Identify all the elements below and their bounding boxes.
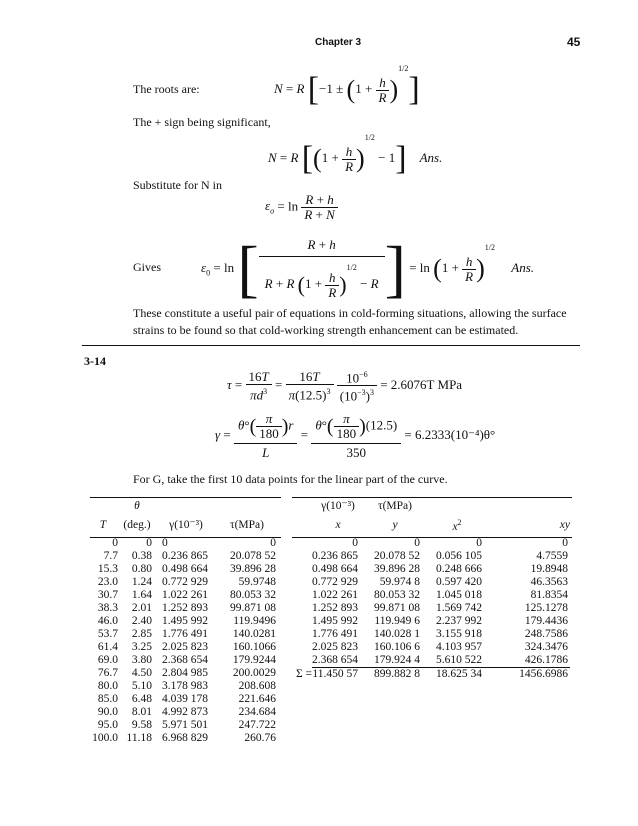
right-cell: 1.045 018 — [436, 589, 482, 601]
right-cell: 0 — [414, 537, 420, 549]
right-cell: 125.1278 — [524, 602, 568, 614]
left-cell: 53.7 — [97, 628, 118, 640]
left-table-row — [88, 667, 278, 680]
left-cell: 20.078 52 — [230, 550, 276, 562]
left-cell: 221.646 — [238, 693, 276, 705]
right-cell: 2.368 654 — [312, 654, 358, 666]
equation-tau: τ = $\frac{16T}{\pi d^3}$ = $\frac{16T}{\pi(12.5)^3}$ $\frac{10^{-6}}{(10^{-3})^3}$ = 2.6076T MPa — [227, 368, 463, 404]
left-cell: 260.76 — [244, 732, 276, 744]
right-cell: 20.078 52 — [374, 550, 420, 562]
ans-label-2: Ans. — [511, 259, 535, 275]
left-cell: 100.0 — [92, 732, 118, 744]
right-cell: 39.896 28 — [374, 563, 420, 575]
conclusion-line-2: strains to be found so that cold-working strength enhancement can be estimated. — [133, 323, 519, 337]
left-data-table — [88, 500, 278, 745]
left-table-row — [88, 576, 278, 589]
left-table-row — [88, 615, 278, 628]
left-cell: 179.9244 — [232, 654, 276, 666]
sum-cell: 1456.6986 — [488, 668, 570, 682]
right-table-row — [292, 602, 570, 615]
left-cell: 4.992 873 — [162, 706, 208, 718]
left-cell: 9.58 — [131, 719, 152, 731]
left-cell: 247.722 — [238, 719, 276, 731]
right-cell: 0 — [352, 537, 358, 549]
right-cell: 119.949 6 — [374, 615, 420, 627]
right-data-table — [292, 500, 570, 681]
left-h-tau: τ(MPa) — [229, 518, 264, 531]
left-cell: 1.776 491 — [162, 628, 208, 640]
equation-epsilon: $\varepsilon_o = \ln$ $\frac{R + h}{R + N}$ — [265, 193, 338, 222]
left-cell: 200.0029 — [232, 667, 276, 679]
substitute-text: Substitute for N in — [133, 178, 222, 192]
for-g-text: For G, take the first 10 data points for the linear part of the curve. — [133, 472, 448, 486]
left-cell: 2.804 985 — [162, 667, 208, 679]
left-cell: 69.0 — [97, 654, 118, 666]
right-cell: 1.252 893 — [312, 602, 358, 614]
left-header-top — [88, 500, 278, 513]
left-cell: 5.971 501 — [162, 719, 208, 731]
right-h-y: y — [392, 518, 398, 531]
right-cell: 0 — [476, 537, 482, 549]
left-cell: 1.24 — [131, 576, 152, 588]
left-cell: 2.025 823 — [162, 641, 208, 653]
left-h-deg: (deg.) — [123, 518, 151, 531]
right-h-x2: $x^2$ — [452, 518, 462, 533]
right-cell: 2.237 992 — [436, 615, 482, 627]
right-table-row — [292, 576, 570, 589]
left-table-row — [88, 693, 278, 706]
right-table-row — [292, 615, 570, 628]
left-cell: 2.01 — [131, 602, 152, 614]
left-h-gamma: γ(10⁻³) — [169, 518, 203, 531]
left-cell: 39.896 28 — [230, 563, 276, 575]
left-h4-top — [216, 500, 278, 513]
left-cell: 3.25 — [131, 641, 152, 653]
left-table-row — [88, 641, 278, 654]
right-cell: 4.7559 — [536, 550, 568, 562]
left-header — [88, 513, 278, 537]
tau-result: = 2.6076T MPa — [380, 376, 463, 392]
right-cell: 324.3476 — [524, 641, 568, 653]
left-table-row — [88, 732, 278, 745]
left-cell: 1.64 — [131, 589, 152, 601]
left-cell: 1.022 261 — [162, 589, 208, 601]
left-cell: 6.968 829 — [162, 732, 208, 744]
right-table-row — [292, 654, 570, 668]
left-cell: 1.252 893 — [162, 602, 208, 614]
right-cell: 1.569 742 — [436, 602, 482, 614]
left-cell: 160.1066 — [232, 641, 276, 653]
left-h1-top — [88, 500, 118, 513]
right-cell: 1.495 992 — [312, 615, 358, 627]
gamma-result: = 6.2333(10⁻⁴)θ° — [404, 426, 496, 442]
left-cell: 2.85 — [131, 628, 152, 640]
left-cell: 15.3 — [97, 563, 118, 575]
equation-roots: N = R [−1 ± (1 + $\frac{h}{R}$ )$^{1/2}$] — [274, 64, 420, 109]
left-cell: 85.0 — [97, 693, 118, 705]
roots-text: The roots are: — [133, 82, 200, 96]
left-table-row — [88, 628, 278, 641]
left-h-T: T — [99, 518, 107, 531]
left-cell: 90.0 — [97, 706, 118, 718]
right-cell: 179.924 4 — [374, 654, 420, 666]
left-cell: 0 — [270, 537, 276, 549]
left-cell: 0 — [112, 537, 118, 549]
left-cell: 4.50 — [131, 667, 152, 679]
sum-label: Σ = — [295, 667, 312, 680]
right-table-top-rule — [292, 497, 572, 498]
right-cell: 5.610 522 — [436, 654, 482, 666]
right-table-row — [292, 589, 570, 602]
section-divider — [82, 345, 580, 346]
right-cell: 81.8354 — [530, 589, 568, 601]
gives-text: Gives — [133, 260, 161, 274]
right-cell: 0 — [562, 537, 568, 549]
left-cell: 208.608 — [238, 680, 276, 692]
left-cell: 0 — [162, 537, 168, 549]
left-table-row — [88, 563, 278, 576]
problem-number: 3-14 — [84, 354, 106, 368]
conclusion-line-1: These constitute a useful pair of equations in cold-forming situations, allowing the surface — [133, 306, 567, 320]
left-table-row — [88, 654, 278, 667]
left-cell: 0 — [146, 537, 152, 549]
sum-cell: 899.882 8 — [364, 668, 426, 682]
left-cell: 30.7 — [97, 589, 118, 601]
right-h4-top — [488, 500, 570, 513]
right-cell: 99.871 08 — [374, 602, 420, 614]
right-table-row — [292, 641, 570, 654]
left-cell: 2.40 — [131, 615, 152, 627]
right-header-top — [292, 500, 570, 513]
right-cell: 1.022 261 — [312, 589, 358, 601]
left-cell: 59.9748 — [238, 576, 276, 588]
right-cell: 0.248 666 — [436, 563, 482, 575]
left-cell: 0.772 929 — [162, 576, 208, 588]
right-cell: 0.236 865 — [312, 550, 358, 562]
right-cell: 4.103 957 — [436, 641, 482, 653]
right-h-xy: xy — [559, 518, 570, 531]
right-cell: 19.8948 — [530, 563, 568, 575]
left-table-row — [88, 550, 278, 563]
right-h1-top: γ(10⁻³) — [321, 500, 355, 512]
right-cell: 140.028 1 — [374, 628, 420, 640]
right-cell: 0.056 105 — [436, 550, 482, 562]
equation-epsilon-0: $\varepsilon_0 = \ln$ [ R + h R + R (1 + $\frac{h}{R}$ )$^{1/2}$ − R ] = ln (1 + $\frac{h}{R}$ )$^{1/2}$ Ans. — [201, 233, 535, 304]
right-table-row — [292, 628, 570, 641]
left-cell: 95.0 — [97, 719, 118, 731]
left-cell: 7.7 — [103, 550, 118, 562]
right-cell: 2.025 823 — [312, 641, 358, 653]
right-cell: 248.7586 — [524, 628, 568, 640]
left-cell: 140.0281 — [232, 628, 276, 640]
right-table-row — [292, 550, 570, 563]
sum-row — [292, 668, 570, 682]
left-cell: 2.368 654 — [162, 654, 208, 666]
left-h3-top — [156, 500, 216, 513]
equation-N: N = R [(1 + $\frac{h}{R}$ )$^{1/2}$ − 1] Ans. — [268, 133, 443, 178]
left-cell: 3.178 983 — [162, 680, 208, 692]
plus-sign-text: The + sign being significant, — [133, 115, 271, 129]
left-cell: 1.495 992 — [162, 615, 208, 627]
left-cell: 6.48 — [131, 693, 152, 705]
left-table-row — [88, 589, 278, 602]
sum-cell: 11.450 57 — [312, 668, 364, 682]
left-cell: 119.9496 — [233, 615, 276, 627]
right-h3-top — [426, 500, 488, 513]
left-cell: 0.80 — [131, 563, 152, 575]
left-table-row — [88, 680, 278, 693]
left-cell: 80.053 32 — [230, 589, 276, 601]
left-cell: 11.18 — [126, 732, 152, 744]
left-table-row — [88, 602, 278, 615]
left-cell: 46.0 — [97, 615, 118, 627]
page-number: 45 — [567, 35, 581, 49]
right-cell: 0.498 664 — [312, 563, 358, 575]
sum-cell: 18.625 34 — [426, 668, 488, 682]
right-cell: 179.4436 — [524, 615, 568, 627]
chapter-label: Chapter 3 — [315, 37, 362, 48]
left-cell: 23.0 — [97, 576, 118, 588]
left-cell: 0.38 — [131, 550, 152, 562]
right-header — [292, 513, 570, 537]
left-cell: 4.039 178 — [162, 693, 208, 705]
right-h2-top: τ(MPa) — [377, 500, 412, 512]
right-cell: 426.1786 — [524, 654, 568, 666]
right-cell: 46.3563 — [530, 576, 568, 588]
right-cell: 0.772 929 — [312, 576, 358, 588]
equation-gamma: γ = θ°( $\frac{\pi}{180}$ )r L = θ°( $\frac{\pi}{180}$ )(12.5) 350 = 6.2333(10⁻⁴)θ° — [215, 411, 496, 460]
left-cell: 80.0 — [97, 680, 118, 692]
left-cell: 0.498 664 — [162, 563, 208, 575]
ans-label: Ans. — [419, 150, 443, 165]
right-cell: 80.053 32 — [374, 589, 420, 601]
right-cell: 160.106 6 — [374, 641, 420, 653]
left-cell: 8.01 — [131, 706, 152, 718]
left-h2-top: θ — [134, 500, 140, 512]
left-table-row — [88, 537, 278, 550]
right-cell: 0.597 420 — [436, 576, 482, 588]
left-table-row — [88, 719, 278, 732]
left-table-top-rule — [90, 497, 281, 498]
right-cell: 1.776 491 — [312, 628, 358, 640]
left-cell: 99.871 08 — [230, 602, 276, 614]
right-cell: 3.155 918 — [436, 628, 482, 640]
right-table-row — [292, 537, 570, 550]
left-cell: 38.3 — [97, 602, 118, 614]
right-h-x: x — [335, 518, 341, 531]
left-cell: 76.7 — [97, 667, 118, 679]
left-cell: 0.236 865 — [162, 550, 208, 562]
left-cell: 234.684 — [238, 706, 276, 718]
right-cell: 59.974 8 — [379, 576, 420, 588]
left-cell: 61.4 — [97, 641, 118, 653]
left-cell: 3.80 — [131, 654, 152, 666]
left-table-row — [88, 706, 278, 719]
left-cell: 5.10 — [131, 680, 152, 692]
right-table-row — [292, 563, 570, 576]
